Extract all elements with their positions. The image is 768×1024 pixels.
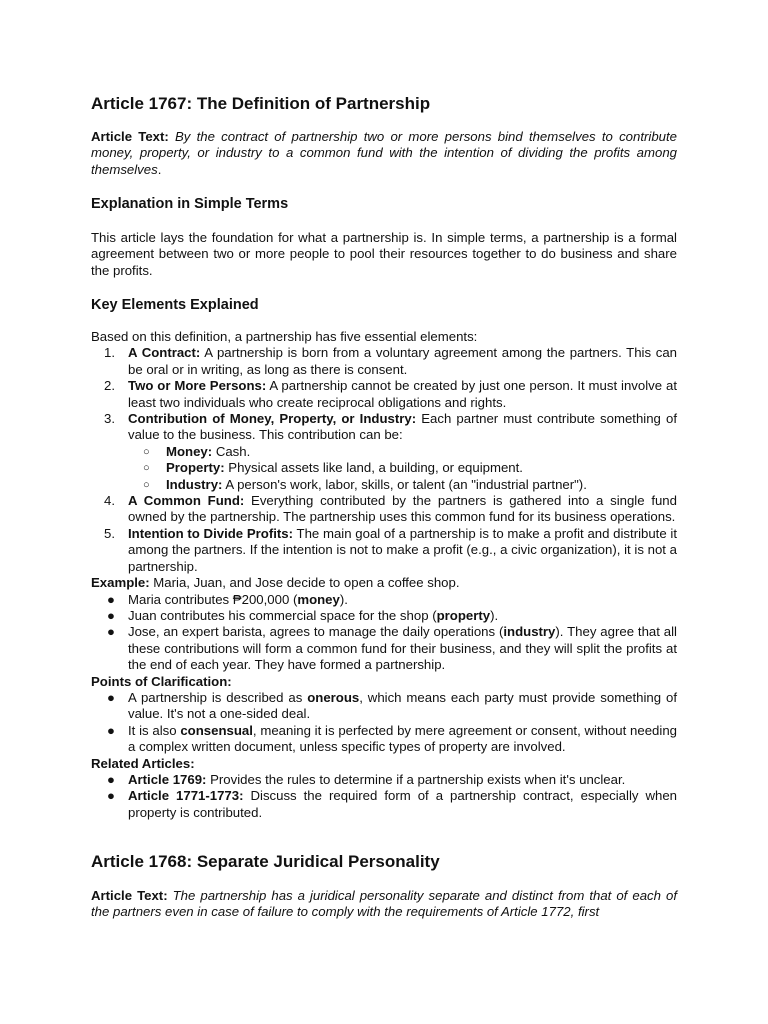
explanation-body: This article lays the foundation for what a partnership is. In simple terms, a partnership is a formal agreement between two or more people to pool their resources together to do business and share the profits. [91, 230, 677, 278]
list-number: 2. [104, 378, 115, 394]
key-elements-intro: Based on this definition, a partnership has five essential elements: [91, 329, 478, 344]
list-term: Two or More Persons: [128, 378, 267, 394]
clarification-list [91, 690, 677, 756]
list-item [91, 345, 677, 378]
article-text-end: . [157, 161, 162, 177]
bullet-icon: ● [107, 607, 115, 623]
related-heading [91, 756, 677, 772]
list-desc: A partnership cannot be created by just one person. It must involve at least two individuals who create reciprocal obligations and rights. [128, 378, 677, 410]
article-1767-section [91, 94, 677, 114]
example-item-pre: Juan contributes his commercial space for the shop ( [128, 607, 437, 623]
clarification-item-bold: onerous [307, 689, 360, 705]
example-item-bold: property [436, 607, 491, 623]
sub-term: Property: [166, 460, 225, 476]
sub-desc: Cash. [212, 443, 251, 459]
list-term: A Common Fund: [128, 493, 245, 509]
article-1768-text [91, 888, 677, 921]
list-desc: The main goal of a partnership is to make a profit and distribute it among the partners. If the intention is not to make a profit (e.g., a civic organization), it is not a partnership. [128, 525, 678, 574]
sub-bullet-icon: ○ [143, 445, 150, 458]
list-item [91, 411, 677, 444]
example-item-post: ). They agree that all these contributions will form a common fund for their business, and they will split the profits at the end of each year. They have formed a partnership. [128, 624, 677, 673]
related-item-post: Discuss the required form of a partnership contract, especially when property is contributed. [128, 788, 677, 820]
related-item-bold: Article 1771-1773: [128, 788, 244, 804]
list-term: A Contract: [128, 345, 201, 361]
list-desc: Everything contributed by the partners is gathered into a single fund owned by the partnership. The partnership uses this common fund for its business operations. [128, 493, 677, 525]
list-item [91, 723, 677, 756]
example-item-pre: Jose, an expert barista, agrees to manage the daily operations ( [128, 624, 504, 640]
sub-desc: Physical assets like land, a building, or equipment. [224, 460, 523, 476]
bullet-icon: ● [107, 591, 115, 607]
list-number: 4. [104, 493, 115, 509]
list-item [91, 624, 677, 673]
article-text-body: By the contract of partnership two or more persons bind themselves to contribute money, property, or industry to a common fund with the intention of dividing the profits among themselves [91, 129, 677, 177]
clarification-item-post: , meaning it is perfected by mere agreement or consent, without needing a complex written document, unless specific types of property are involved. [128, 722, 677, 755]
article-text-label: Article Text: [91, 129, 169, 144]
example-item-post: ). [339, 591, 348, 607]
article-1768-heading: Article 1768: Separate Juridical Personality [91, 852, 440, 871]
example-label: Example: [91, 575, 150, 591]
bullet-icon: ● [107, 771, 115, 787]
related-label: Related Articles: [91, 755, 195, 771]
example-text: Maria, Juan, and Jose decide to open a coffee shop. [149, 575, 460, 591]
example-item-bold: money [297, 591, 340, 607]
article-1768-section [91, 852, 677, 872]
key-elements-heading: Key Elements Explained [91, 297, 259, 313]
related-list [91, 772, 677, 821]
clarification-item-pre: It is also [128, 722, 181, 738]
example-item-bold: industry [503, 624, 556, 640]
list-desc: Each partner must contribute something of value to the business. This contribution can be: [128, 411, 677, 443]
key-elements-list [91, 345, 677, 575]
key-elements-body [91, 329, 677, 821]
related-item-bold: Article 1769: [128, 771, 207, 787]
bullet-icon: ● [107, 722, 115, 738]
sub-term: Money: [166, 443, 213, 459]
clarification-heading [91, 674, 677, 690]
explanation-heading: Explanation in Simple Terms [91, 196, 289, 212]
bullet-icon: ● [107, 624, 115, 640]
clarification-item-bold: consensual [180, 722, 253, 738]
key-elements-section [91, 296, 677, 314]
list-item [91, 690, 677, 723]
list-number: 1. [104, 345, 115, 361]
sub-list-item [91, 477, 677, 493]
list-item [91, 526, 677, 575]
sub-term: Industry: [166, 476, 223, 492]
list-term: Intention to Divide Profits: [128, 525, 294, 541]
list-item [91, 493, 677, 526]
article-text-body: The partnership has a juridical personality separate and distinct from that of each of the partners even in case of failure to comply with the requirements of Article 1772, first [91, 888, 677, 920]
example-list [91, 592, 677, 674]
list-item [91, 378, 677, 411]
list-item [91, 608, 677, 624]
clarification-item-pre: A partnership is described as [128, 689, 308, 705]
list-number: 5. [104, 525, 115, 541]
article-1767-heading: Article 1767: The Definition of Partnership [91, 94, 431, 113]
bullet-icon: ● [107, 689, 115, 705]
sub-desc: A person's work, labor, skills, or talent (an "industrial partner"). [222, 476, 587, 492]
list-desc: A partnership is born from a voluntary agreement among the partners. This can be oral or in writing, as long as there is consent. [128, 345, 678, 377]
sub-list-item [91, 460, 677, 476]
example-item-pre: Maria contributes ₱200,000 ( [128, 591, 298, 607]
article-text-label: Article Text: [91, 888, 168, 903]
explanation-section [91, 195, 677, 213]
list-term: Contribution of Money, Property, or Industry: [128, 411, 417, 427]
clarification-item-post: , which means each party must provide something of value. It's not a one-sided deal. [128, 689, 678, 722]
list-item [91, 592, 677, 608]
related-item-post: Provides the rules to determine if a partnership exists when it's unclear. [206, 771, 626, 787]
bullet-icon: ● [107, 788, 115, 804]
sub-bullet-icon: ○ [143, 478, 150, 491]
example-line [91, 575, 677, 591]
list-item [91, 772, 677, 788]
sub-bullet-icon: ○ [143, 462, 150, 475]
clarification-label: Points of Clarification: [91, 673, 232, 689]
list-number: 3. [104, 411, 115, 427]
list-item [91, 788, 677, 821]
article-1767-text [91, 129, 677, 178]
sub-list-item [91, 444, 677, 460]
example-item-post: ). [490, 607, 499, 623]
